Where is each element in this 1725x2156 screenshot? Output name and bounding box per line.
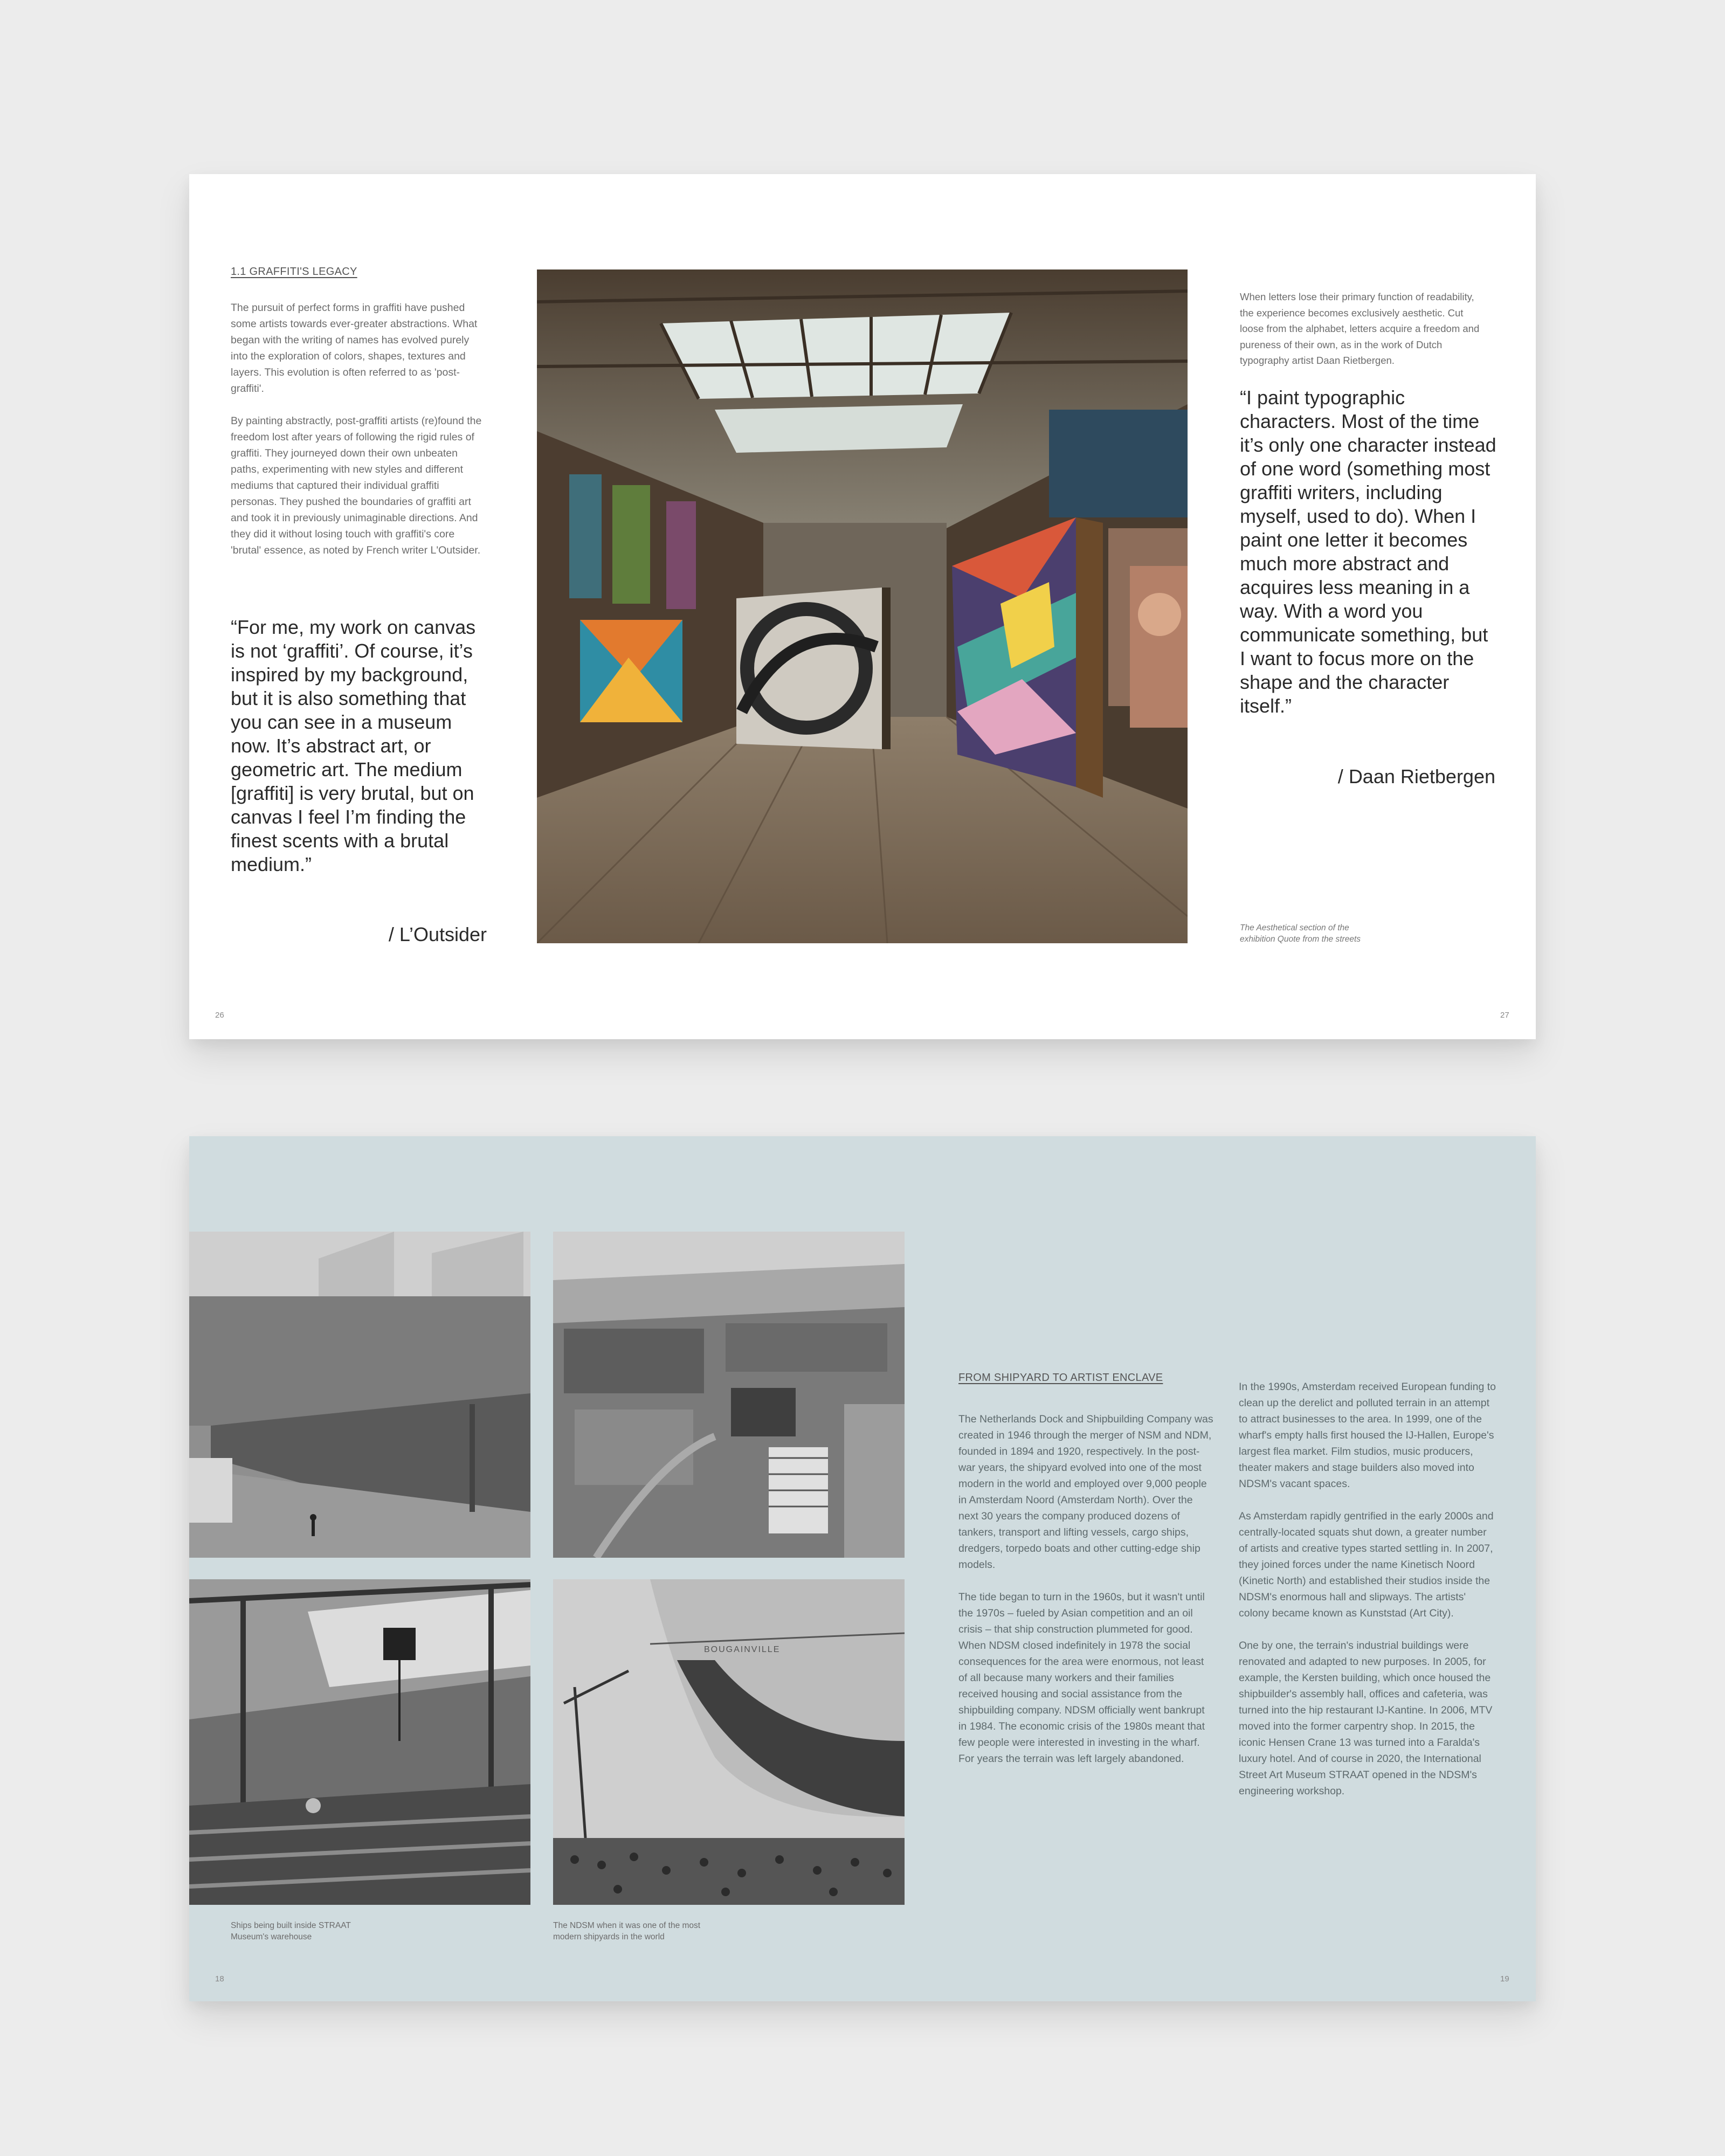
body-paragraph: As Amsterdam rapidly gentrified in the early 2000s and centrally-located squats shut down, a greater number of artists and creative types started settling in. In 2007, they joined forces under the name Kinetisch Noord (Kinetic North) and established their studios inside the NDSM's enormous hall and slipways. The artists' colony became known as Kunststad (Art City).: [1239, 1510, 1494, 1619]
book-spread-bottom: [189, 1136, 1536, 2001]
section-heading: FROM SHIPYARD TO ARTIST ENCLAVE: [958, 1372, 1163, 1384]
quote-attribution-right: [1240, 765, 1495, 789]
body-paragraph: The Netherlands Dock and Shipbuilding Company was created in 1946 through the merger of NSM and NDM, founded in 1894 and 1920, respectively. In the post-war years, the shipyard evolved into one of the most modern in the world and employed over 9,000 people in Amsterdam Noord (Amsterdam North). Over the next 30 years the company produced dozens of tankers, transport and lifting vessels, cargo ships, dredgers, torpedo boats and other cutting-edge ship models.: [958, 1413, 1213, 1571]
page-number-right: 27: [1500, 1011, 1509, 1020]
photo-caption-right: The NDSM when it was one of the most modern shipyards in the world: [553, 1921, 701, 1941]
ship-hull-photo: [189, 1232, 530, 1558]
exhibition-hall-photo: [537, 270, 1188, 943]
ship-name-text: BOUGAINVILLE: [704, 1645, 781, 1654]
body-paragraph: One by one, the terrain's industrial buildings were renovated and adapted to new purposes. In 2005, for example, the Kersten building, which once housed the shipbuilder's assembly hall, offices and cafeteria, was turned into the hip restaurant IJ-Kantine. In 2006, MTV moved into the former carpentry shop. In 2015, the iconic Hensen Crane 13 was turned into a Faralda's luxury hotel. And of course in 2020, the International Street Art Museum STRAAT opened in the NDSM's engineering workshop.: [1239, 1640, 1493, 1797]
photo-caption: The Aesthetical section of the exhibition Quote from the streets: [1240, 923, 1361, 944]
quote-attribution: [231, 923, 487, 946]
body-paragraph: In the 1990s, Amsterdam received European funding to clean up the derelict and polluted terrain in an attempt to attract businesses to the area. In 1999, one of the wharf's empty halls first housed the IJ-Hallen, Europe's largest flea market. Film studios, music producers, theater makers and stage builders also moved into NDSM's vacant spaces.: [1239, 1381, 1496, 1490]
article-column-right: [1239, 1379, 1498, 1799]
pull-quote: “For me, my work on canvas is not ‘graffiti’. Of course, it’s inspired by my background, but it is also something that you can see in a museum now. It’s abstract art, or geometric art. The medium [graffiti] is very brutal, but on canvas I feel I’m finding the finest scents with a brutal medium.”: [231, 616, 476, 875]
section-heading: 1.1 GRAFFITI'S LEGACY: [231, 266, 357, 278]
photo-caption-left: Ships being built inside STRAAT Museum's warehouse: [231, 1921, 351, 1941]
slash-glyph: /: [388, 923, 394, 945]
page-number-right: 19: [1500, 1974, 1509, 1984]
intro-paragraph: When letters lose their primary function of readability, the experience becomes exclusively aesthetic. Cut loose from the alphabet, letters acquire a freedom and pureness of their own, as in the work of Dutch typography artist Daan Rietbergen.: [1240, 291, 1480, 366]
pull-quote-right: “I paint typographic characters. Most of the time it’s only one character instead of one word (something most graffiti writers, including myself, used to do). When I paint one letter it becomes much more abstract and acquires less meaning in a way. With a word you communicate something, but I want to focus more on the shape and the character itself.”: [1240, 386, 1496, 717]
article-column-left: [958, 1411, 1213, 1767]
workshop-interior-photo: [189, 1579, 530, 1905]
body-paragraph: The pursuit of perfect forms in graffiti have pushed some artists towards ever-greater abstractions. What began with the writing of names has evolved purely into the exploration of colors, shapes, textures and layers. This evolution is often referred to as 'post-graffiti'.: [231, 302, 478, 395]
attribution-name: Daan Rietbergen: [1348, 765, 1495, 787]
book-spread-top: [189, 174, 1536, 1039]
body-paragraph: The tide began to turn in the 1960s, but it wasn't until the 1970s – fueled by Asian competition and an oil crisis – that ship construction plummeted for good. When NDSM closed indefinitely in 1978 the social consequences for the area were enormous, not least of all because many workers and their families received housing and social assistance from the shipbuilding company. NDSM officially went bankrupt in 1984. The economic crisis of the 1980s meant that few people were interested in investing in the wharf. For years the terrain was left largely abandoned.: [958, 1591, 1205, 1765]
left-page-text: [231, 266, 486, 558]
attribution-name: L’Outsider: [399, 923, 487, 945]
body-paragraph: By painting abstractly, post-graffiti artists (re)found the freedom lost after years of following the rigid rules of graffiti. They journeyed down their own unbeaten paths, experimenting with new styles and different mediums that captured their individual graffiti personas. They pushed the boundaries of graffiti art and took it in previously unimaginable directions. And they did it without losing touch with graffiti's core 'brutal' essence, as noted by French writer L'Outsider.: [231, 415, 482, 556]
shipyard-aerial-photo: [553, 1232, 905, 1558]
ship-launch-photo: [553, 1579, 905, 1905]
page-number-left: 18: [215, 1974, 224, 1984]
page-number-left: 26: [215, 1011, 224, 1020]
slash-glyph: /: [1337, 765, 1343, 787]
